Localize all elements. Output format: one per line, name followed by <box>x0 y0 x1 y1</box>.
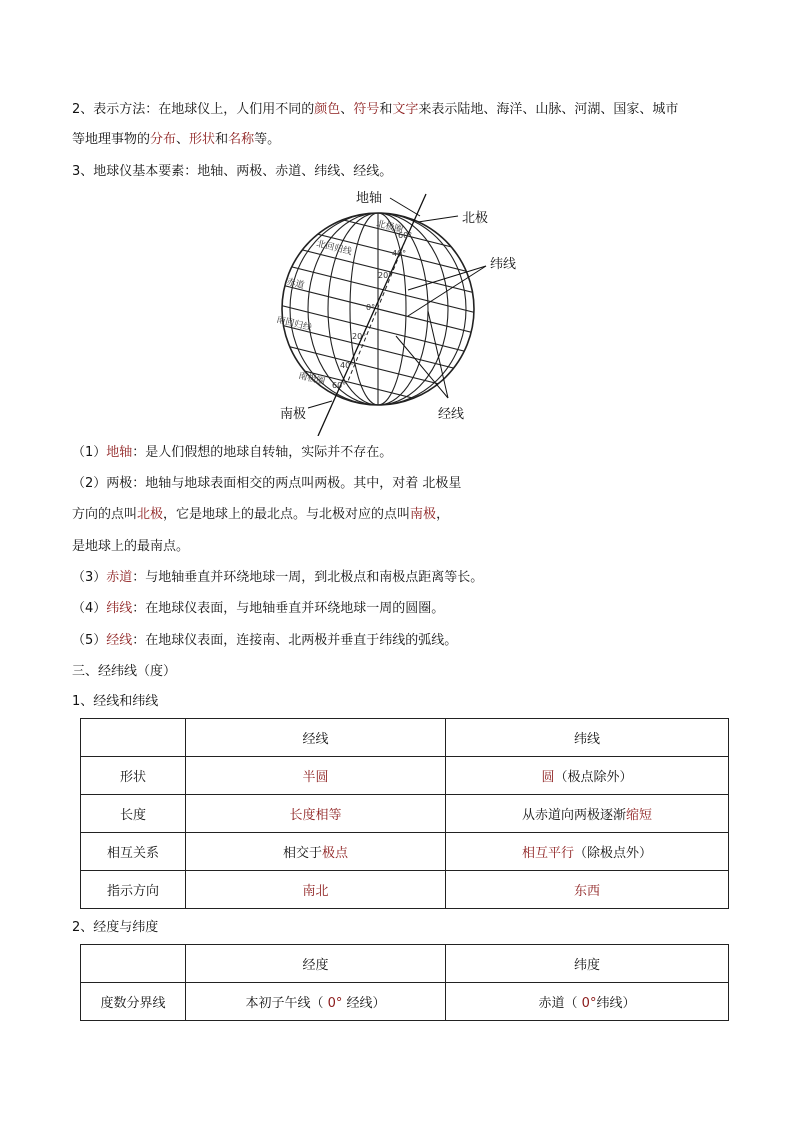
def-parallel <box>72 599 444 619</box>
label-antarctic-circle: 南极圈 <box>297 371 326 388</box>
subsection-title-1: 1、经线和纬线 <box>72 694 159 709</box>
table-cell <box>186 983 446 1021</box>
highlight-text: 文字 <box>392 102 419 117</box>
text: 2、表示方法：在地球仪上，人们用不同的 <box>72 102 315 117</box>
cell-text: 本初子午线（ <box>245 996 328 1011</box>
cell-text: （极点除外） <box>554 770 633 785</box>
label-deg-20s: 20° <box>352 332 367 341</box>
text: （4） <box>72 601 107 616</box>
cell-highlight: 极点 <box>322 846 349 861</box>
table-cell <box>186 833 446 871</box>
text: ， <box>436 507 450 522</box>
cell-text: 相交于 <box>282 846 322 861</box>
cell-text: 从赤道向两极逐渐 <box>521 808 626 823</box>
text: 等。 <box>254 132 281 147</box>
label-equator: 赤道 <box>285 277 306 292</box>
table-row <box>81 871 729 909</box>
table-header: 经度 <box>186 945 446 983</box>
def-poles-end: 是地球上的最南点。 <box>72 539 190 554</box>
table-cell <box>446 983 729 1021</box>
cell-highlight: 相互平行 <box>521 846 574 861</box>
text: 、 <box>340 102 354 117</box>
label-south-pole: 南极 <box>280 407 307 422</box>
label-deg-0: 0° <box>366 303 376 312</box>
table-row <box>81 795 729 833</box>
def-equator <box>72 568 483 588</box>
section-title: 三、经纬线（度） <box>72 664 177 679</box>
term-south-pole: 南极 <box>410 507 437 522</box>
term-parallel: 纬线 <box>106 601 133 616</box>
table-cell <box>81 945 186 983</box>
row-label: 指示方向 <box>81 871 186 909</box>
table-row <box>81 719 729 757</box>
south-pole-pointer <box>308 401 332 408</box>
def-meridian <box>72 631 457 651</box>
text: ：是人们假想的地球自转轴，实际并不存在。 <box>132 445 393 460</box>
label-deg-40n: 40° <box>392 249 407 258</box>
text: 和 <box>215 132 229 147</box>
label-parallel: 纬线 <box>490 257 517 272</box>
table-row <box>81 833 729 871</box>
paragraph-representation-cont <box>72 130 280 150</box>
table-header: 纬度 <box>446 945 729 983</box>
table-header: 纬线 <box>446 719 729 757</box>
label-deg-40s: 40° <box>340 361 355 370</box>
cell-text: 纬线） <box>596 996 636 1011</box>
table-row <box>81 983 729 1021</box>
cell-highlight: 0° <box>327 996 343 1011</box>
row-label: 度数分界线 <box>81 983 186 1021</box>
row-label: 长度 <box>81 795 186 833</box>
text: ：在地球仪表面，与地轴垂直并环绕地球一周的圆圈。 <box>132 601 445 616</box>
text: ，它是地球上的最北点。与北极对应的点叫 <box>163 507 411 522</box>
table-row <box>81 757 729 795</box>
term-equator: 赤道 <box>106 570 133 585</box>
table-cell: 南北 <box>186 871 446 909</box>
table-cell: 东西 <box>446 871 729 909</box>
term-axis: 地轴 <box>106 445 133 460</box>
label-deg-20n: 20° <box>378 271 393 280</box>
label-deg-60n: 60° <box>398 231 413 240</box>
table-cell <box>446 833 729 871</box>
table-longitude-latitude <box>80 944 729 1021</box>
globe-svg <box>268 186 528 436</box>
table-cell <box>81 719 186 757</box>
label-arctic-circle: 北极圈 <box>375 219 404 236</box>
text: 方向的点叫 <box>72 507 138 522</box>
paragraph-elements: 3、地球仪基本要素：地轴、两极、赤道、纬线、经线。 <box>72 164 393 179</box>
text: ：在地球仪表面，连接南、北两极并垂直于纬线的弧线。 <box>132 633 458 648</box>
text: （5） <box>72 633 107 648</box>
label-deg-60s: 60° <box>332 381 347 390</box>
cell-text: 经线） <box>342 996 386 1011</box>
def-axis <box>72 443 392 463</box>
row-label: 相互关系 <box>81 833 186 871</box>
axis-pointer <box>390 198 420 216</box>
term-north-pole: 北极 <box>137 507 164 522</box>
north-pole-pointer <box>418 216 458 222</box>
highlight-shape: 形状 <box>189 132 216 147</box>
highlight-name: 名称 <box>228 132 255 147</box>
table-cell: 半圆 <box>186 757 446 795</box>
text: ：与地轴垂直并环绕地球一周，到北极点和南极点距离等长。 <box>132 570 484 585</box>
cell-highlight: 圆 <box>541 770 555 785</box>
highlight-symbol: 符号 <box>353 102 380 117</box>
table-cell <box>446 757 729 795</box>
table-meridian-parallel <box>80 718 729 909</box>
cell-text: （除极点外） <box>574 846 653 861</box>
cell-highlight: 缩短 <box>626 808 653 823</box>
table-header: 经线 <box>186 719 446 757</box>
def-poles-cont <box>72 505 449 525</box>
globe-diagram <box>268 186 528 436</box>
text: 来表示陆地、海洋、山脉、河湖、国家、城市 <box>418 102 679 117</box>
highlight-color: 颜色 <box>314 102 341 117</box>
highlight-distribution: 分布 <box>150 132 177 147</box>
table-cell: 长度相等 <box>186 795 446 833</box>
text: （3） <box>72 570 107 585</box>
cell-text: 赤道（ <box>538 996 582 1011</box>
label-tropic-capricorn: 南回归线 <box>275 315 313 334</box>
text: 、 <box>176 132 190 147</box>
paragraph-representation <box>72 100 678 120</box>
table-row <box>81 945 729 983</box>
text: （1） <box>72 445 107 460</box>
term-meridian: 经线 <box>106 633 133 648</box>
row-label: 形状 <box>81 757 186 795</box>
text: 等地理事物的 <box>72 132 151 147</box>
label-axis: 地轴 <box>356 191 383 206</box>
label-north-pole: 北极 <box>462 211 489 226</box>
cell-highlight: 0° <box>581 996 597 1011</box>
table-cell <box>446 795 729 833</box>
label-meridian: 经线 <box>438 407 465 422</box>
def-poles: （2）两极：地轴与地球表面相交的两点叫两极。其中，对着 北极星 <box>72 476 462 491</box>
text: 和 <box>379 102 393 117</box>
label-tropic-cancer: 北回归线 <box>315 239 353 258</box>
subsection-title-2: 2、经度与纬度 <box>72 920 159 935</box>
